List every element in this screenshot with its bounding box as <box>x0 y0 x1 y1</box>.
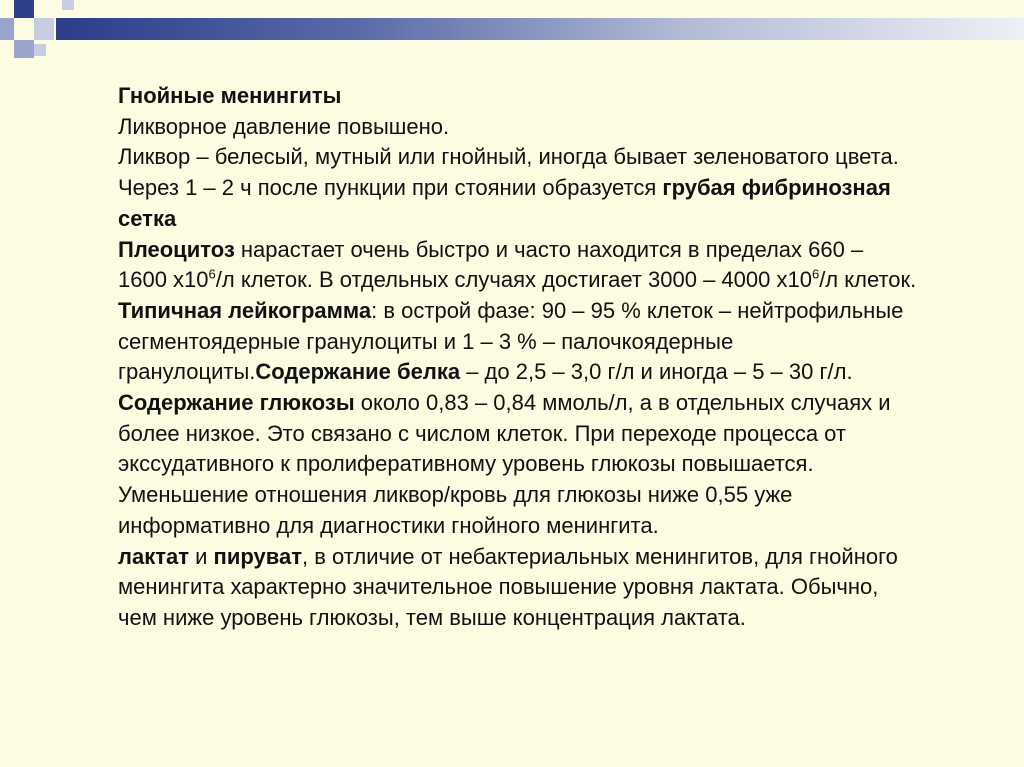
decor-square <box>34 44 46 56</box>
slide-content <box>118 81 918 634</box>
paragraph <box>118 173 918 234</box>
bold-term: Типичная лейкограмма <box>118 297 372 323</box>
decor-square <box>14 0 34 18</box>
decor-square <box>0 18 14 40</box>
text-run: , в отличие от небактериальных менингитов, для гнойного менингита характерно значительное повышение уровня лактата. Обычно, чем ниже уровень глюкозы, тем выше концентрация лактата. <box>118 543 898 630</box>
text-run: нарастает очень быстро и часто находится в пределах 660 – 1600 х10 <box>118 236 864 293</box>
decor-square <box>34 18 54 40</box>
top-bar <box>74 18 1024 40</box>
bold-term: Содержание белка <box>255 359 461 385</box>
superscript: 6 <box>811 266 820 282</box>
decor-square <box>62 0 74 10</box>
text-run: /л клеток. В отдельных случаях достигает 3000 – 4000 х10 <box>215 267 812 293</box>
bold-term: Плеоцитоз <box>118 236 235 262</box>
text-run: Через 1 – 2 ч после пункции при стоянии образуется <box>118 175 663 201</box>
paragraph <box>118 542 918 634</box>
bold-term: грубая фибринозная сетка <box>118 175 891 231</box>
text-run: : в острой фазе: 90 – 95 % клеток – нейтрофильные сегментоядерные гранулоциты и 1 – 3 % – палочкоядерные гранулоциты. <box>118 297 904 385</box>
bold-term: Содержание глюкозы <box>118 390 355 416</box>
decor-square <box>14 40 34 58</box>
text-run: около 0,83 – 0,84 ммоль/л, а в отдельных случаях и более низкое. Это связано с числом клеток. При переходе процесса от экссудативного к пролиферативному уровень глюкозы повышается. Уменьшение отношения ликвор/кровь для глюкозы ниже 0,55 уже информативно для диагностики гнойного менингита. <box>118 390 891 538</box>
bold-term: пируват <box>213 543 302 569</box>
decor-square <box>56 18 74 40</box>
bold-term: лактат <box>118 543 190 569</box>
paragraph: Ликвор – белесый, мутный или гнойный, иногда бывает зеленоватого цвета. <box>118 144 899 170</box>
superscript: 6 <box>208 266 216 282</box>
paragraph: Ликворное давление повышено. <box>118 113 450 139</box>
text-run: и <box>189 543 214 569</box>
paragraph <box>118 235 918 296</box>
text-run: – до 2,5 – 3,0 г/л и иногда – 5 – 30 г/л. <box>460 359 853 385</box>
text-run: /л клеток. <box>819 267 917 293</box>
heading: Гнойные менингиты <box>118 83 342 108</box>
paragraph <box>118 296 918 542</box>
